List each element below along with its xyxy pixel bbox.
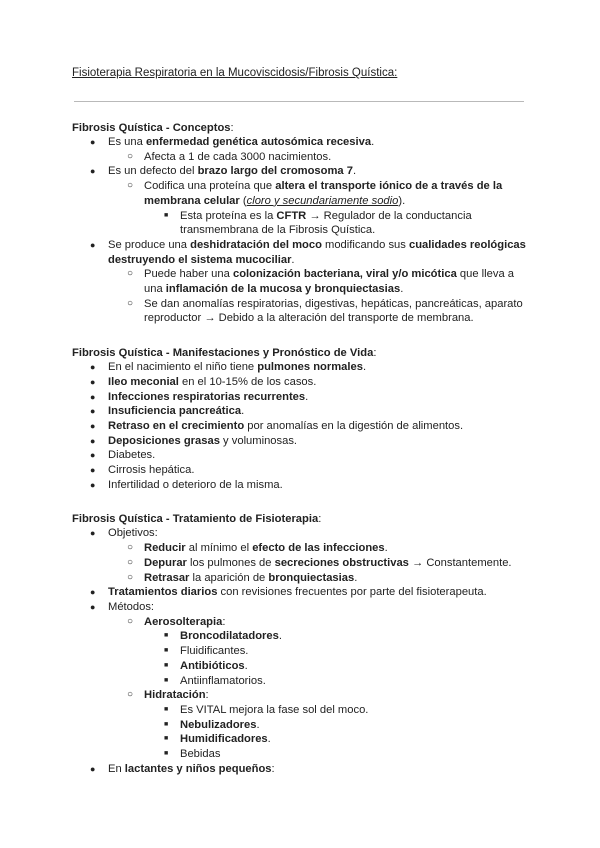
list-item: [72, 419, 532, 434]
document-title: Fisioterapia Respiratoria en la Mucoviscidosis/Fibrosis Quística:: [72, 67, 398, 79]
list-item: [72, 434, 532, 449]
filled-circle-bullet-icon: ●: [90, 137, 96, 147]
list-item: [72, 238, 532, 326]
list-item: [72, 762, 532, 777]
list-item: [144, 209, 532, 238]
text-run: .: [291, 253, 295, 266]
bullet-list-level-1: [72, 526, 532, 776]
text-run: Es VITAL mejora la fase sol del moco.: [180, 703, 369, 716]
text-run: .: [354, 571, 358, 584]
hollow-circle-bullet-icon: ○: [127, 297, 134, 309]
text-run: con revisiones frecuentes por parte del fisioterapeuta.: [217, 586, 487, 599]
text-run: Es un defecto del: [108, 165, 198, 178]
bold-text: secreciones obstructivas: [274, 556, 409, 569]
list-item: [108, 615, 532, 689]
square-bullet-icon: ■: [164, 632, 169, 640]
text-run: modificando sus: [321, 238, 409, 251]
filled-circle-bullet-icon: ●: [90, 435, 96, 446]
list-item: [108, 267, 532, 296]
list-item: [108, 688, 532, 762]
hollow-circle-bullet-icon: ○: [127, 180, 134, 192]
list-item-text: [108, 449, 155, 461]
bold-text: Infecciones respiratorias recurrentes: [108, 390, 306, 403]
text-run: .: [384, 542, 388, 555]
bold-text: pulmones normales: [257, 361, 363, 374]
list-item-text: [108, 239, 526, 266]
text-run: .: [400, 283, 404, 296]
bold-text: Retrasar: [144, 571, 190, 584]
text-run: y voluminosas.: [219, 434, 298, 447]
list-item-text: [144, 180, 502, 207]
hollow-circle-bullet-icon: ○: [127, 556, 134, 568]
bold-text: enfermedad genética autosómica recesiva: [145, 136, 372, 148]
list-item: [144, 747, 532, 762]
list-item-text: [180, 660, 248, 672]
list-item-text: [108, 165, 356, 177]
text-run: Se dan anomalías respiratorias, digestivas, hepáticas, pancreáticas, aparato reproductor → Debido a la alteración del transporte de membrana.: [144, 297, 523, 325]
text-run: Objetivos:: [108, 527, 158, 540]
filled-circle-bullet-icon: ●: [90, 528, 96, 539]
text-run: .: [278, 630, 282, 643]
bold-text: Nebulizadores: [180, 718, 257, 731]
section-heading: Fibrosis Quística - Manifestaciones y Pronóstico de Vida:: [72, 347, 377, 360]
bold-text: Deposiciones grasas: [108, 434, 220, 447]
bullet-list-level-3: [144, 209, 532, 238]
filled-circle-bullet-icon: ●: [90, 362, 96, 373]
section: [72, 121, 532, 326]
document-page: [72, 66, 532, 776]
list-item-text: [108, 479, 283, 491]
bold-text: CFTR: [276, 209, 307, 222]
list-item: [72, 526, 532, 585]
bold-text: Antibióticos: [180, 659, 245, 672]
square-bullet-icon: ■: [164, 720, 169, 728]
text-run: .: [256, 718, 260, 731]
text-run: Puede haber una: [144, 268, 233, 281]
bold-text: Insuficiencia pancreática: [108, 405, 242, 418]
bold-text: Humidificadores: [180, 733, 268, 746]
text-run: Es una: [108, 136, 146, 148]
bold-text: deshidratación del moco: [190, 238, 322, 251]
text-run: → Regulador de la conductancia transmembrana de la Fibrosis Quística.: [180, 209, 472, 237]
square-bullet-icon: ■: [164, 661, 169, 669]
square-bullet-icon: ■: [164, 750, 169, 758]
bullet-list-level-2: [108, 267, 532, 326]
list-item: [72, 375, 532, 390]
filled-circle-bullet-icon: ●: [90, 763, 96, 774]
filled-circle-bullet-icon: ●: [90, 391, 96, 402]
text-run: :: [271, 762, 275, 775]
bold-text: efecto de las infecciones: [252, 542, 385, 555]
text-run: Esta proteína es la: [180, 209, 277, 222]
text-run: Infertilidad o deterioro de la misma.: [108, 478, 283, 491]
list-item: [72, 448, 532, 463]
text-run: al mínimo el: [185, 542, 253, 555]
list-item-text: [108, 586, 487, 598]
list-item-text: [144, 542, 388, 554]
bold-text: Ileo meconial: [108, 375, 179, 388]
bold-text: Hidratación: [144, 689, 206, 702]
text-run: por anomalías en la digestión de alimentos.: [244, 419, 464, 432]
bullet-list-level-2: [108, 150, 532, 165]
text-run: .: [241, 405, 245, 418]
filled-circle-bullet-icon: ●: [90, 450, 96, 461]
list-item: [108, 571, 532, 586]
list-item-text: [144, 572, 357, 584]
bold-text: lactantes y niños pequeños: [124, 762, 272, 775]
text-run: Codifica una proteína que: [144, 180, 276, 193]
list-item-text: [144, 689, 209, 701]
bullet-list-level-2: [108, 615, 532, 762]
section-heading: Fibrosis Quística - Conceptos:: [72, 122, 234, 134]
list-item-text: [180, 733, 271, 745]
filled-circle-bullet-icon: ●: [90, 465, 96, 476]
bold-text: colonización bacteriana, viral y/o micótica: [232, 268, 457, 281]
text-run: Bebidas: [180, 748, 221, 761]
text-run: Métodos:: [108, 600, 155, 613]
bold-text: Tratamientos diarios: [108, 586, 218, 599]
list-item: [108, 297, 532, 326]
section-heading-text: Fibrosis Quística - Manifestaciones y Pronóstico de Vida: [72, 347, 374, 360]
list-item: [72, 360, 532, 375]
filled-circle-bullet-icon: ●: [90, 420, 96, 431]
list-item-text: [144, 268, 514, 295]
list-item: [72, 390, 532, 405]
bold-text: cualidades reológicas destruyendo el sistema mucociliar: [108, 238, 526, 266]
square-bullet-icon: ■: [164, 676, 169, 684]
list-item-text: [180, 719, 260, 731]
square-bullet-icon: ■: [164, 705, 169, 713]
bullet-list-level-2: [108, 179, 532, 238]
square-bullet-icon: ■: [164, 647, 169, 655]
list-item-text: [108, 391, 308, 403]
list-item-text: [108, 405, 244, 417]
text-run: que lleva a una: [144, 268, 515, 296]
bold-text: brazo largo del cromosoma 7: [197, 165, 353, 178]
list-item: [144, 718, 532, 733]
text-run: ).: [398, 194, 406, 207]
square-bullet-icon: ■: [164, 211, 169, 219]
text-run: los pulmones de: [186, 556, 275, 569]
list-item-text: [180, 210, 472, 237]
section: [72, 346, 532, 492]
bold-text: Depurar: [144, 556, 187, 569]
text-run: En: [108, 762, 125, 775]
text-run: → Constantemente.: [408, 556, 512, 569]
bullet-list-level-1: [72, 135, 532, 326]
text-run: .: [353, 165, 357, 178]
section-heading-text: Fibrosis Quística - Conceptos: [72, 122, 231, 134]
list-item-text: [108, 435, 297, 447]
text-run: Afecta a 1 de cada 3000 nacimientos.: [144, 150, 332, 163]
text-run: :: [205, 689, 209, 702]
list-item: [72, 478, 532, 493]
filled-circle-bullet-icon: ●: [90, 587, 96, 598]
text-run: .: [244, 659, 248, 672]
horizontal-divider: [74, 101, 524, 102]
hollow-circle-bullet-icon: ○: [127, 150, 134, 162]
bold-text: altera el transporte iónico de a través de la membrana celular: [144, 180, 503, 207]
text-run: :: [222, 615, 226, 628]
hollow-circle-bullet-icon: ○: [127, 571, 134, 583]
bold-text: inflamación de la mucosa y bronquiectasias: [165, 283, 401, 296]
section-heading-text: Fibrosis Quística - Tratamiento de Fisioterapia: [72, 513, 319, 526]
list-item-text: [144, 557, 512, 569]
list-item: [72, 404, 532, 419]
list-item-text: [180, 704, 368, 716]
list-item-text: [108, 601, 154, 613]
text-run: (: [239, 194, 247, 207]
bold-text: bronquiectasias: [268, 571, 355, 584]
list-item: [144, 732, 532, 747]
text-run: Se produce una: [108, 238, 191, 251]
text-run: la aparición de: [189, 571, 269, 584]
list-item: [72, 135, 532, 164]
text-run: Cirrosis hepática.: [108, 464, 195, 477]
list-item-text: [144, 298, 523, 325]
hollow-circle-bullet-icon: ○: [127, 689, 134, 701]
list-item: [144, 674, 532, 689]
text-run: .: [267, 733, 271, 746]
text-run: Antiinflamatorios.: [180, 674, 266, 687]
list-item: [144, 629, 532, 644]
list-item-text: [108, 376, 316, 388]
list-item-text: [108, 136, 374, 148]
text-run: .: [371, 136, 375, 148]
section: [72, 512, 532, 776]
bold-text: Reducir: [144, 542, 186, 555]
text-run: .: [305, 390, 309, 403]
hollow-circle-bullet-icon: ○: [127, 268, 134, 280]
list-item: [72, 463, 532, 478]
text-run: En el nacimiento el niño tiene: [108, 361, 258, 374]
filled-circle-bullet-icon: ●: [90, 406, 96, 417]
hollow-circle-bullet-icon: ○: [127, 615, 134, 627]
filled-circle-bullet-icon: ●: [90, 376, 96, 387]
bold-text: Aerosolterapia: [144, 615, 223, 628]
list-item: [108, 179, 532, 238]
text-run: Diabetes.: [108, 449, 156, 462]
list-item-text: [108, 464, 194, 476]
list-item-text: [180, 645, 248, 657]
list-item: [72, 600, 532, 762]
list-item-text: [144, 151, 331, 163]
section-heading: Fibrosis Quística - Tratamiento de Fisioterapia:: [72, 513, 322, 526]
list-item: [144, 703, 532, 718]
document-body: [72, 121, 532, 776]
bullet-list-level-3: [144, 629, 532, 688]
list-item: [108, 541, 532, 556]
list-item: [144, 659, 532, 674]
filled-circle-bullet-icon: ●: [90, 166, 96, 177]
text-run: Fluidificantes.: [180, 645, 249, 658]
bold-text: Retraso en el crecimiento: [108, 419, 245, 432]
list-item-text: [108, 527, 158, 539]
list-item: [108, 556, 532, 571]
list-item-text: [180, 748, 220, 760]
italic-underlined-text: cloro y secundariamente sodio: [246, 194, 399, 207]
list-item: [108, 150, 532, 165]
bullet-list-level-1: [72, 360, 532, 492]
list-item-text: [180, 630, 282, 642]
text-run: .: [362, 361, 367, 374]
list-item-text: [108, 763, 275, 775]
list-item: [72, 164, 532, 238]
bullet-list-level-2: [108, 541, 532, 585]
bold-text: Broncodilatadores: [180, 630, 279, 643]
list-item: [72, 585, 532, 600]
text-run: en el 10-15% de los casos.: [178, 375, 317, 388]
filled-circle-bullet-icon: ●: [90, 239, 96, 250]
hollow-circle-bullet-icon: ○: [127, 542, 134, 554]
bullet-list-level-3: [144, 703, 532, 762]
square-bullet-icon: ■: [164, 735, 169, 743]
filled-circle-bullet-icon: ●: [90, 601, 96, 612]
list-item-text: [144, 616, 225, 628]
list-item-text: [180, 675, 266, 687]
list-item-text: [108, 420, 463, 432]
filled-circle-bullet-icon: ●: [90, 479, 96, 490]
list-item: [144, 644, 532, 659]
list-item-text: [108, 361, 366, 373]
